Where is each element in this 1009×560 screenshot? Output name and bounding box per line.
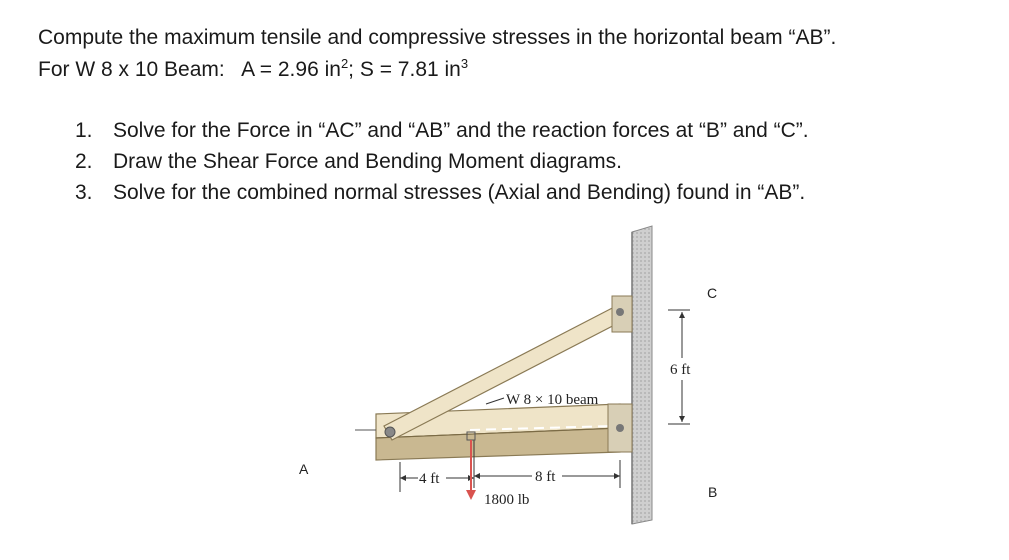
wall [632, 226, 652, 524]
section-exponent: 3 [460, 56, 469, 71]
step-text: Solve for the Force in “AC” and “AB” and the reaction forces at “B” and “C”. [113, 119, 809, 142]
area-label: A = 2.96 in [241, 58, 341, 81]
step-number: 2. [75, 150, 93, 173]
connection-c [612, 296, 632, 332]
label-c: C [707, 285, 718, 301]
beam-label-text: W 8 × 10 beam [506, 392, 599, 408]
connection-b [608, 404, 632, 452]
dimension-8ft [474, 469, 620, 485]
separator: ; [348, 58, 355, 81]
step-number: 1. [75, 119, 93, 142]
section-modulus-label: S = 7.81 in [359, 58, 461, 81]
dim-8ft-text: 8 ft [535, 469, 556, 485]
load-text: 1800 lb [484, 492, 530, 508]
step-text: Solve for the combined normal stresses (Axial and Bending) found in “AB”. [113, 181, 806, 204]
connection-a [385, 427, 395, 437]
label-b: B [708, 484, 718, 500]
dimension-6ft [668, 310, 691, 424]
step-number: 3. [75, 181, 93, 204]
dim-4ft-text: 4 ft [419, 471, 440, 487]
area-exponent: 2 [340, 56, 349, 71]
label-a: A [299, 461, 309, 477]
beam-prefix: For W 8 x 10 Beam: [38, 58, 225, 81]
dim-6ft-text: 6 ft [670, 362, 691, 378]
step-text: Draw the Shear Force and Bending Moment diagrams. [113, 150, 622, 173]
beam-label [486, 392, 599, 408]
problem-statement: Compute the maximum tensile and compressive stresses in the horizontal beam “AB”. [38, 26, 837, 49]
dimension-4ft [400, 471, 474, 487]
